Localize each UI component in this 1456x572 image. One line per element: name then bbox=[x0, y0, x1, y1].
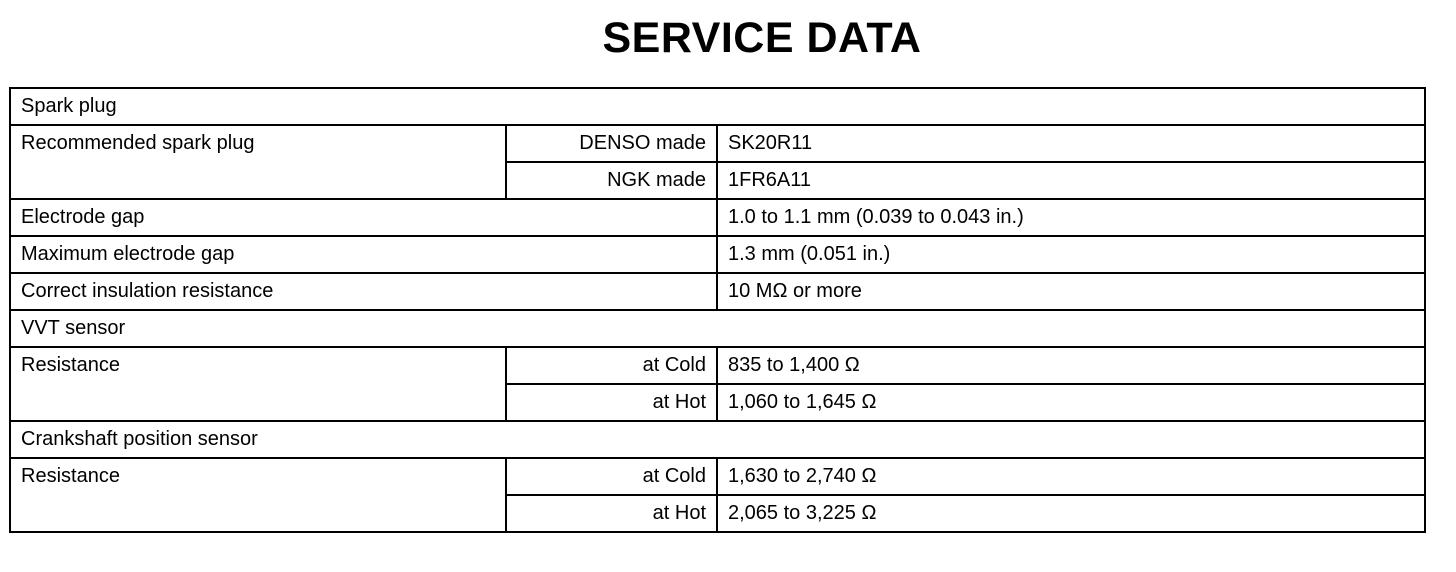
table-row bbox=[10, 125, 1425, 162]
crankshaft-hot-condition: at Hot bbox=[506, 495, 717, 532]
recommended-spark-plug-label: Recommended spark plug bbox=[10, 125, 506, 199]
section-heading-spark-plug: Spark plug bbox=[10, 88, 1425, 125]
max-electrode-gap-value: 1.3 mm (0.051 in.) bbox=[717, 236, 1425, 273]
table-row bbox=[10, 458, 1425, 495]
max-electrode-gap-label: Maximum electrode gap bbox=[10, 236, 717, 273]
section-header-row bbox=[10, 310, 1425, 347]
crankshaft-hot-value: 2,065 to 3,225 Ω bbox=[717, 495, 1425, 532]
section-header-row bbox=[10, 88, 1425, 125]
table-row bbox=[10, 347, 1425, 384]
insulation-resistance-label: Correct insulation resistance bbox=[10, 273, 717, 310]
crankshaft-cold-condition: at Cold bbox=[506, 458, 717, 495]
denso-plug-value: SK20R11 bbox=[717, 125, 1425, 162]
service-data-table bbox=[9, 87, 1426, 533]
section-heading-crankshaft-sensor: Crankshaft position sensor bbox=[10, 421, 1425, 458]
electrode-gap-value: 1.0 to 1.1 mm (0.039 to 0.043 in.) bbox=[717, 199, 1425, 236]
page-title: SERVICE DATA bbox=[602, 14, 922, 62]
crankshaft-cold-value: 1,630 to 2,740 Ω bbox=[717, 458, 1425, 495]
insulation-resistance-value: 10 MΩ or more bbox=[717, 273, 1425, 310]
vvt-hot-condition: at Hot bbox=[506, 384, 717, 421]
vvt-cold-condition: at Cold bbox=[506, 347, 717, 384]
crankshaft-resistance-label: Resistance bbox=[10, 458, 506, 532]
ngk-maker-label: NGK made bbox=[506, 162, 717, 199]
table-row bbox=[10, 199, 1425, 236]
vvt-cold-value: 835 to 1,400 Ω bbox=[717, 347, 1425, 384]
table-row bbox=[10, 236, 1425, 273]
denso-maker-label: DENSO made bbox=[506, 125, 717, 162]
table-row bbox=[10, 273, 1425, 310]
vvt-hot-value: 1,060 to 1,645 Ω bbox=[717, 384, 1425, 421]
ngk-plug-value: 1FR6A11 bbox=[717, 162, 1425, 199]
section-header-row bbox=[10, 421, 1425, 458]
section-heading-vvt-sensor: VVT sensor bbox=[10, 310, 1425, 347]
electrode-gap-label: Electrode gap bbox=[10, 199, 717, 236]
vvt-resistance-label: Resistance bbox=[10, 347, 506, 421]
